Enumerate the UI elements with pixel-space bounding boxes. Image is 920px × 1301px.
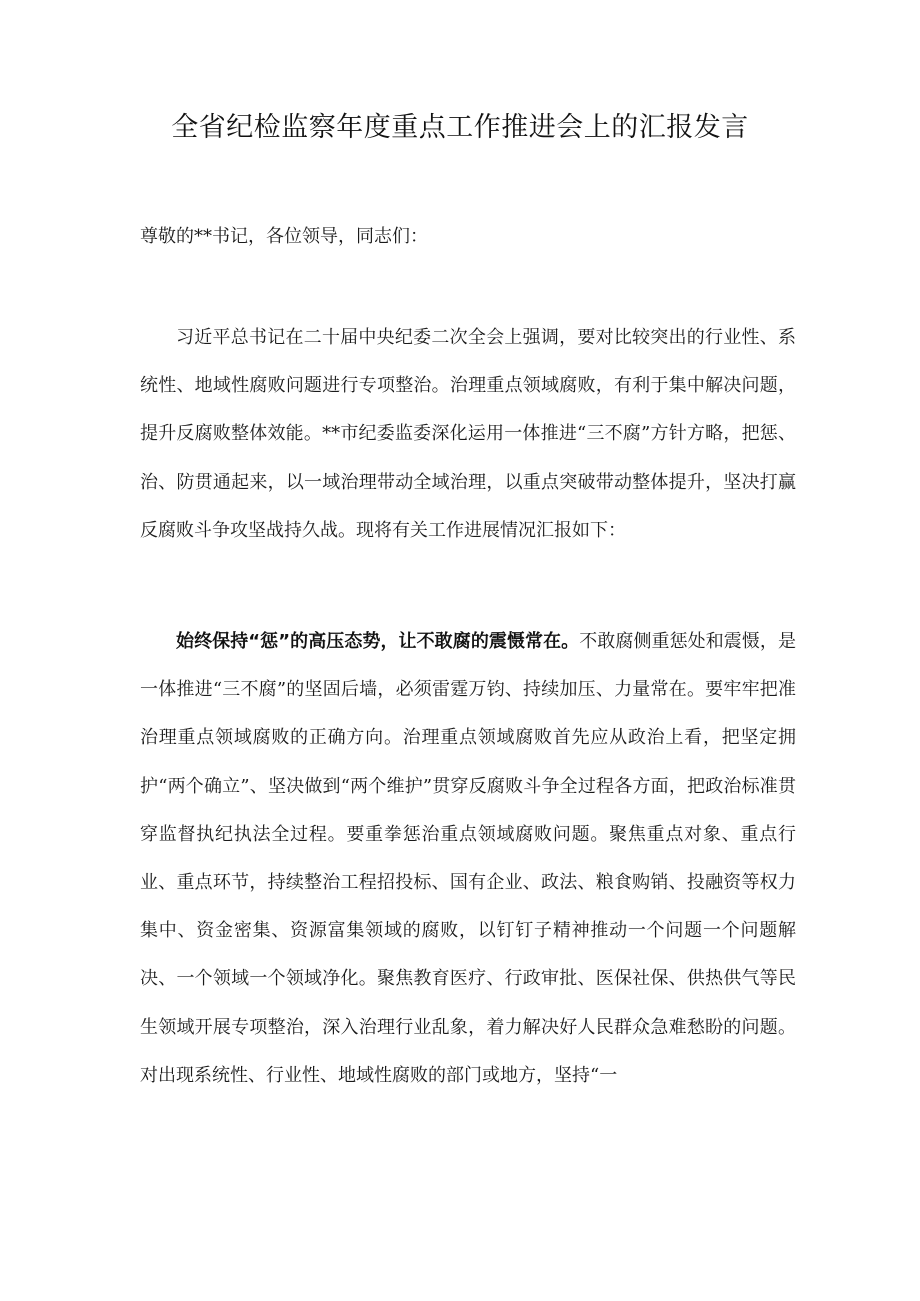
paragraph-intro-text: 习近平总书记在二十届中央纪委二次全会上强调，要对比较突出的行业性、系统性、地域性腐败问题进行专项整治。治理重点领域腐败，有利于集中解决问题，提升反腐败整体效能。**市纪委监委深化运用一体推进“三不腐”方针方略，把惩、治、防贯通起来，以一域治理带动全域治理，以重点突破带动整体提升，坚决打赢反腐败斗争攻坚战持久战。现将有关工作进展情况汇报如下： — [140, 327, 796, 541]
document-title: 全省纪检监察年度重点工作推进会上的汇报发言 — [171, 112, 749, 143]
paragraph-intro — [140, 314, 796, 555]
section-1-heading: 始终保持“惩”的高压态势，让不敢腐的震慑常在。 — [176, 631, 580, 652]
section-1-body: 不敢腐侧重惩处和震慑，是一体推进“三不腐”的坚固后墙，必须雷霆万钧、持续加压、力量常在。要牢牢把准治理重点领域腐败的正确方向。治理重点领域腐败首先应从政治上看，把坚定拥护“两个确立”、坚决做到“两个维护”贯穿反腐败斗争全过程各方面，把政治标准贯穿监督执纪执法全过程。要重拳惩治重点领域腐败问题。聚焦重点对象、重点行业、重点环节，持续整治工程招投标、国有企业、政法、粮食购销、投融资等权力集中、资金密集、资源富集领域的腐败，以钉钉子精神推动一个问题一个问题解决、一个领域一个领域净化。聚焦教育医疗、行政审批、医保社保、供热供气等民生领域开展专项整治，深入治理行业乱象，着力解决好人民群众急难愁盼的问题。对出现系统性、行业性、地域性腐败的部门或地方，坚持“一 — [140, 631, 796, 1086]
paragraph-section-1 — [140, 618, 796, 1100]
salutation: 尊敬的**书记，各位领导，同志们： — [140, 226, 428, 247]
